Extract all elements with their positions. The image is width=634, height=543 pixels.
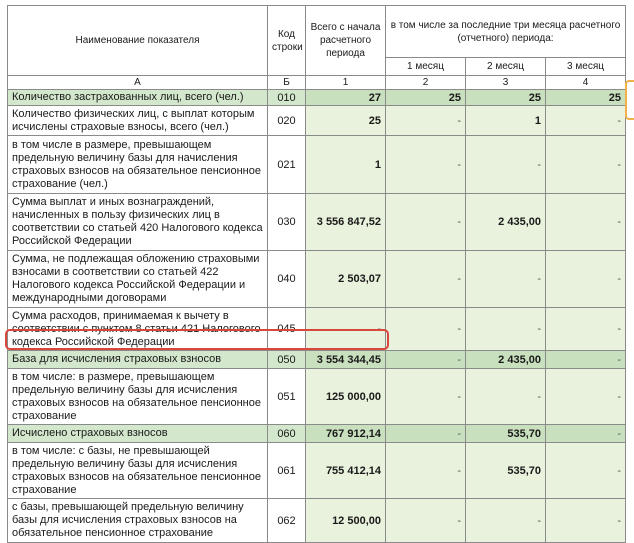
row-total: 1 — [306, 136, 386, 194]
row-code: 020 — [268, 106, 306, 136]
row-code: 010 — [268, 90, 306, 106]
header-month-1: 1 месяц — [386, 58, 466, 76]
row-month-1: - — [386, 251, 466, 308]
header-month-3: 3 месяц — [546, 58, 626, 76]
table-row — [8, 443, 626, 499]
row-month-3: - — [546, 136, 626, 194]
row-code: 062 — [268, 499, 306, 543]
row-month-2: - — [466, 251, 546, 308]
row-total: 27 — [306, 90, 386, 106]
table-row — [8, 194, 626, 251]
col-number-3: 3 — [466, 76, 546, 90]
row-total: 125 000,00 — [306, 369, 386, 425]
row-code: 051 — [268, 369, 306, 425]
row-total: - — [306, 308, 386, 351]
row-total: 3 554 344,45 — [306, 351, 386, 369]
row-name: Количество физических лиц, с выплат которым исчислены страховые взносы, всего (чел.) — [8, 106, 268, 136]
header-indicator-name: Наименование показателя — [8, 6, 268, 76]
table-row — [8, 90, 626, 106]
row-total: 2 503,07 — [306, 251, 386, 308]
row-code: 021 — [268, 136, 306, 194]
row-month-1: - — [386, 369, 466, 425]
row-code: 030 — [268, 194, 306, 251]
row-month-1: 25 — [386, 90, 466, 106]
table-row — [8, 308, 626, 351]
row-total: 3 556 847,52 — [306, 194, 386, 251]
row-total: 755 412,14 — [306, 443, 386, 499]
row-name: Исчислено страховых взносов — [8, 425, 268, 443]
table-row — [8, 136, 626, 194]
col-number-1: 1 — [306, 76, 386, 90]
row-code: 040 — [268, 251, 306, 308]
table-row — [8, 369, 626, 425]
row-month-3: - — [546, 251, 626, 308]
row-month-2: 2 435,00 — [466, 351, 546, 369]
header-last-three-months: в том числе за последние три месяца расчетного (отчетного) периода: — [386, 6, 626, 58]
row-total: 25 — [306, 106, 386, 136]
row-code: 060 — [268, 425, 306, 443]
table-row — [8, 251, 626, 308]
row-name: Сумма расходов, принимаемая к вычету в соответствии с пунктом 8 статьи 421 Налогового кодекса Российской Федерации — [8, 308, 268, 351]
header-month-2: 2 месяц — [466, 58, 546, 76]
row-month-1: - — [386, 351, 466, 369]
row-month-2: 2 435,00 — [466, 194, 546, 251]
row-month-2: - — [466, 308, 546, 351]
row-month-2: 1 — [466, 106, 546, 136]
row-month-3: - — [546, 106, 626, 136]
row-month-2: - — [466, 136, 546, 194]
row-total: 767 912,14 — [306, 425, 386, 443]
header-row-code: Код строки — [268, 6, 306, 76]
row-month-3: - — [546, 369, 626, 425]
col-number-2: 2 — [386, 76, 466, 90]
row-name: Сумма выплат и иных вознаграждений, начисленных в пользу физических лиц в соответствии со статьей 420 Налогового кодекса Российской Федерации — [8, 194, 268, 251]
table-row — [8, 499, 626, 543]
row-month-3: - — [546, 194, 626, 251]
row-month-1: - — [386, 136, 466, 194]
row-name: Количество застрахованных лиц, всего (чел.) — [8, 90, 268, 106]
insurance-contributions-table — [7, 5, 626, 543]
row-name: в том числе: с базы, не превышающей предельную величину базы для исчисления страховых взносов на обязательное пенсионное страхование — [8, 443, 268, 499]
scroll-edge-marker — [625, 80, 634, 120]
row-month-1: - — [386, 425, 466, 443]
table-row — [8, 351, 626, 369]
row-month-2: 25 — [466, 90, 546, 106]
col-letter-b: Б — [268, 76, 306, 90]
row-month-3: 25 — [546, 90, 626, 106]
row-name: в том числе: в размере, превышающем предельную величину базы для исчисления страховых взносов на обязательное пенсионное страхование — [8, 369, 268, 425]
row-name: в том числе в размере, превышающем предельную величину базы для начисления страховых взносов на обязательное пенсионное страхование (чел.) — [8, 136, 268, 194]
row-code: 061 — [268, 443, 306, 499]
row-month-3: - — [546, 443, 626, 499]
row-month-2: 535,70 — [466, 425, 546, 443]
col-number-4: 4 — [546, 76, 626, 90]
row-name: База для исчисления страховых взносов — [8, 351, 268, 369]
row-month-2: - — [466, 369, 546, 425]
col-letter-a: А — [8, 76, 268, 90]
row-month-3: - — [546, 425, 626, 443]
row-total: 12 500,00 — [306, 499, 386, 543]
table-row — [8, 425, 626, 443]
row-month-3: - — [546, 351, 626, 369]
row-month-2: 535,70 — [466, 443, 546, 499]
row-month-1: - — [386, 443, 466, 499]
row-month-2: - — [466, 499, 546, 543]
row-month-3: - — [546, 308, 626, 351]
row-code: 045 — [268, 308, 306, 351]
row-month-1: - — [386, 308, 466, 351]
table-row — [8, 106, 626, 136]
row-name: с базы, превышающей предельную величину базы для исчисления страховых взносов на обязательное пенсионное страхование — [8, 499, 268, 543]
header-period-total: Всего с начала расчетного периода — [306, 6, 386, 76]
row-month-1: - — [386, 194, 466, 251]
row-name: Сумма, не подлежащая обложению страховыми взносами в соответствии со статьей 422 Налогового кодекса Российской Федерации и международными договорами — [8, 251, 268, 308]
row-month-1: - — [386, 499, 466, 543]
row-month-3: - — [546, 499, 626, 543]
row-month-1: - — [386, 106, 466, 136]
row-code: 050 — [268, 351, 306, 369]
